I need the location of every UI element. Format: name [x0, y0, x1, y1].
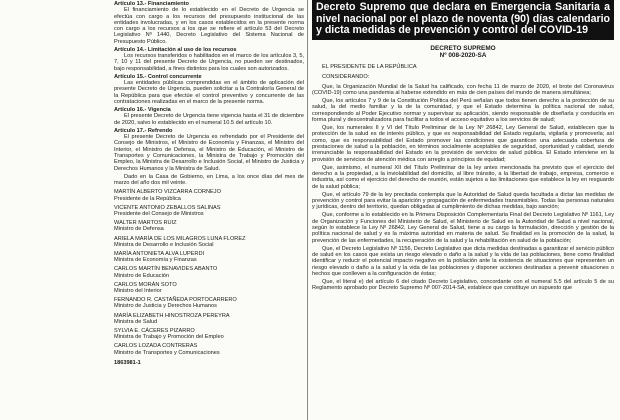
signer	[114, 236, 304, 248]
publication-code: 1863981-1	[114, 359, 141, 366]
article-title: Artículo 13.- Financiamiento	[114, 1, 189, 7]
article-title: Artículo 16.- Vigencia	[114, 107, 171, 114]
article-13	[114, 1, 304, 45]
considerando-paragraph: Que, conforme a lo establecido en la Primera Disposición Complementaria Final del Decreto Legislativo Nº 1161, Ley de Organización y Funciones del Ministerio de Salud, el Ministerio de Salud es la Autoridad de Salud a nivel nacional, según lo establece la Ley Nº 26842, Ley General de Salud, tiene a su cargo la formulación, dirección y gestión de la política nacional de salud y es la máxima autoridad en materia de salud. Su finalidad es la promoción de la salud, la prevención de las enfermedades, la recuperación de la salud y la rehabilitación en salud de la población;	[312, 212, 614, 244]
considerando-heading: CONSIDERANDO:	[322, 74, 370, 81]
signer	[114, 205, 304, 217]
column-divider	[307, 0, 308, 420]
signer-name: MARÍA ELIZABETH HINOSTROZA PEREYRA	[114, 312, 230, 319]
president-heading: EL PRESIDENTE DE LA REPÚBLICA	[322, 64, 417, 71]
signer-name: MARTÍN ALBERTO VIZCARRA CORNEJO	[114, 189, 221, 196]
signer-name: VICENTE ANTONIO ZEBALLOS SALINAS	[114, 204, 221, 211]
signer-name: CARLOS MARTÍN BENAVIDES ABANTO	[114, 266, 218, 273]
signer-name: CARLOS MORÁN SOTO	[114, 281, 177, 288]
signer	[114, 297, 304, 309]
article-paragraph: El presente Decreto de Urgencia es refrendado por el Presidente del Consejo de Ministros, el Ministro de Economía y Finanzas, el Ministro del Interior, el Ministro de Defensa, el Ministro de Educación, el Ministro de Transportes y Comunicaciones, la Ministra de Trabajo y Promoción del Empleo, la Ministra de Desarrollo e Inclusión Social, el Ministro de Justicia y Derechos Humanos y la Ministra de Salud.	[114, 134, 304, 172]
signer-role: Ministro de Defensa	[114, 226, 164, 233]
signer	[114, 251, 304, 263]
decree-number-block	[312, 45, 614, 59]
signer	[114, 220, 304, 232]
article-paragraph: Los recursos transferidos o habilitados en el marco de los artículos 3, 5, 7, 10 y 11 del presente Decreto de Urgencia, no pueden ser destinados, bajo responsabilidad, a fines distintos para los cuales son autorizados.	[114, 53, 304, 72]
signer-name: ARIELA MARÍA DE LOS MILAGROS LUNA FLOREZ	[114, 235, 246, 242]
considerando-paragraph: Que, los artículos 7 y 9 de la Constitución Política del Perú señalan que todos tienen derecho a la protección de su salud, la del medio familiar y la de la comunidad, y que el Estado determina la política nacional de salud, correspondiendo al Poder Ejecutivo normar y supervisar su aplicación, siendo responsable de diseñarla y conducirla en forma plural y descentralizadora para facilitar a todos el acceso equitativo a los servicios de salud;	[312, 98, 614, 124]
considerando-paragraph: Que, el literal e) del artículo 6 del citado Decreto Legislativo, concordante con el numeral 5.5 del artículo 5 de su Reglamento aprobado por Decreto Supremo Nº 007-2014-SA, establece que constituye un supuesto que	[312, 278, 614, 292]
signer-name: CARLOS LOZADA CONTRERAS	[114, 343, 198, 350]
left-column	[6, 0, 304, 420]
article-15	[114, 74, 304, 105]
article-14	[114, 47, 304, 72]
article-title: Artículo 14.- Limitación al uso de los recursos	[114, 46, 237, 53]
article-title: Artículo 15.- Control concurrente	[114, 73, 202, 80]
considerando-paragraph: Que, el artículo 79 de la ley precitada contempla que la Autoridad de Salud queda facultada a dictar las medidas de prevención y control para evitar la aparición y propagación de enfermedades transmisibles. Todas las personas naturales y jurídicas, dentro del territorio, quedan obligadas al cumplimiento de dichas medidas, bajo sanción;	[312, 191, 614, 211]
decree-headline: Decreto Supremo que declara en Emergencia Sanitaria a nivel nacional por el plazo de noventa (90) días calendario y dicta medidas de prevención y control del COVID-19	[312, 0, 614, 40]
signer-role: Ministro del Interior	[114, 287, 162, 294]
signer-name: SYLVIA E. CÁCERES PIZARRO	[114, 327, 195, 334]
right-column	[312, 0, 614, 420]
signer-name: FERNANDO R. CASTAÑEDA PORTOCARRERO	[114, 297, 237, 304]
signer-name: MARÍA ANTONIETA ALVA LUPERDI	[114, 250, 205, 257]
signer-role: Ministra de Salud	[114, 318, 158, 325]
considerando-paragraph: Que, los numerales II y VI del Título Preliminar de la Ley Nº 26842, Ley General de Salud, establecen que la protección de la salud es de interés público, y que es responsabilidad del Estado regularla, vigilarla y promoverla; así como, que es responsabilidad del Estado promover las condiciones que garanticen una adecuada cobertura de prestaciones de salud a la población, en términos socialmente aceptables de seguridad, oportunidad y calidad, siendo irrenunciable la responsabilidad del Estado en la provisión de servicios de salud pública. El Estado interviene en la provisión de servicios de atención médica con arreglo a principios de equidad;	[312, 125, 614, 163]
decree-number: Nº 008-2020-SA	[439, 51, 487, 59]
article-paragraph: Las entidades públicas comprendidas en el ámbito de aplicación del presente Decreto de Urgencia, pueden solicitar a la Contraloría General de la República para que efectúe el control preventivo y concurrente de las contrataciones realizadas en el marco de la presente norma.	[114, 80, 304, 106]
article-title: Artículo 17.- Refrendo	[114, 127, 173, 134]
signer-role: Ministro de Educación	[114, 272, 170, 279]
signer-role: Presidente de la República	[114, 195, 181, 202]
article-paragraph: El presente Decreto de Urgencia tiene vigencia hasta el 31 de diciembre de 2020, salvo lo establecido en el numeral 10.5 del artículo 10.	[114, 113, 304, 126]
signer	[114, 343, 304, 355]
considerando-paragraph: Que, el Decreto Legislativo Nº 1156, Decreto Legislativo que dicta medidas destinadas a garantizar el servicio público de salud en los casos que exista un riesgo elevado o daño a la salud y la vida de las poblaciones, tiene como finalidad identificar y reducir el potencial impacto negativo en la población ante la existencia de situaciones que representen un riesgo elevado o daño a la salud y la vida de las poblaciones y disponer acciones destinadas a prevenir situaciones o hechos que conlleven a la configuración de éstas;	[312, 245, 614, 277]
signer	[114, 266, 304, 278]
signer-role: Ministro de Transportes y Comunicaciones	[114, 349, 220, 356]
signer	[114, 282, 304, 294]
signer	[114, 328, 304, 340]
signer-role: Presidente del Consejo de Ministros	[114, 210, 204, 217]
signer-role: Ministra de Trabajo y Promoción del Empleo	[114, 334, 224, 341]
article-16	[114, 107, 304, 126]
signer-role: Ministra de Economía y Finanzas	[114, 257, 197, 264]
signer-name: WALTER MARTOS RUIZ	[114, 220, 177, 227]
signer-role: Ministro de Justicia y Derechos Humanos	[114, 303, 217, 310]
article-paragraph: El financiamiento de lo establecido en el Decreto de Urgencia se efectúa con cargo a los recursos del presupuesto institucional de las entidades involucradas, y en los casos establecidos en la presente norma con cargo a los recursos a los que se refiere el artículo 53 del Decreto Legislativo Nº 1440, Decreto Legislativo del Sistema Nacional de Presupuesto Público.	[114, 7, 304, 45]
considerando-paragraph: Que, la Organización Mundial de la Salud ha calificado, con fecha 11 de marzo de 2020, el brote del Coronavirus (COVID-19) como una pandemia al haberse extendido en más de cien países del mundo de manera simultánea;	[312, 83, 614, 97]
closing-text: Dado en la Casa de Gobierno, en Lima, a los once días del mes de marzo del año dos mil veinte.	[114, 173, 304, 186]
article-17	[114, 128, 304, 172]
decree-label: DECRETO SUPREMO	[430, 44, 496, 52]
signer	[114, 189, 304, 201]
signer	[114, 313, 304, 325]
considerando-paragraph: Que, asimismo, el numeral XII del Título Preliminar de la ley antes mencionada ha previsto que el ejercicio del derecho a la propiedad, a la inviolabilidad del domicilio, al libre tránsito, a la libertad de trabajo, empresa, comercio e industria, así como el ejercicio del derecho de reunión, están sujetos a las limitaciones que establece la ley en resguardo de la salud pública;	[312, 164, 614, 190]
signer-role: Ministra de Desarrollo e Inclusión Social	[114, 241, 214, 248]
